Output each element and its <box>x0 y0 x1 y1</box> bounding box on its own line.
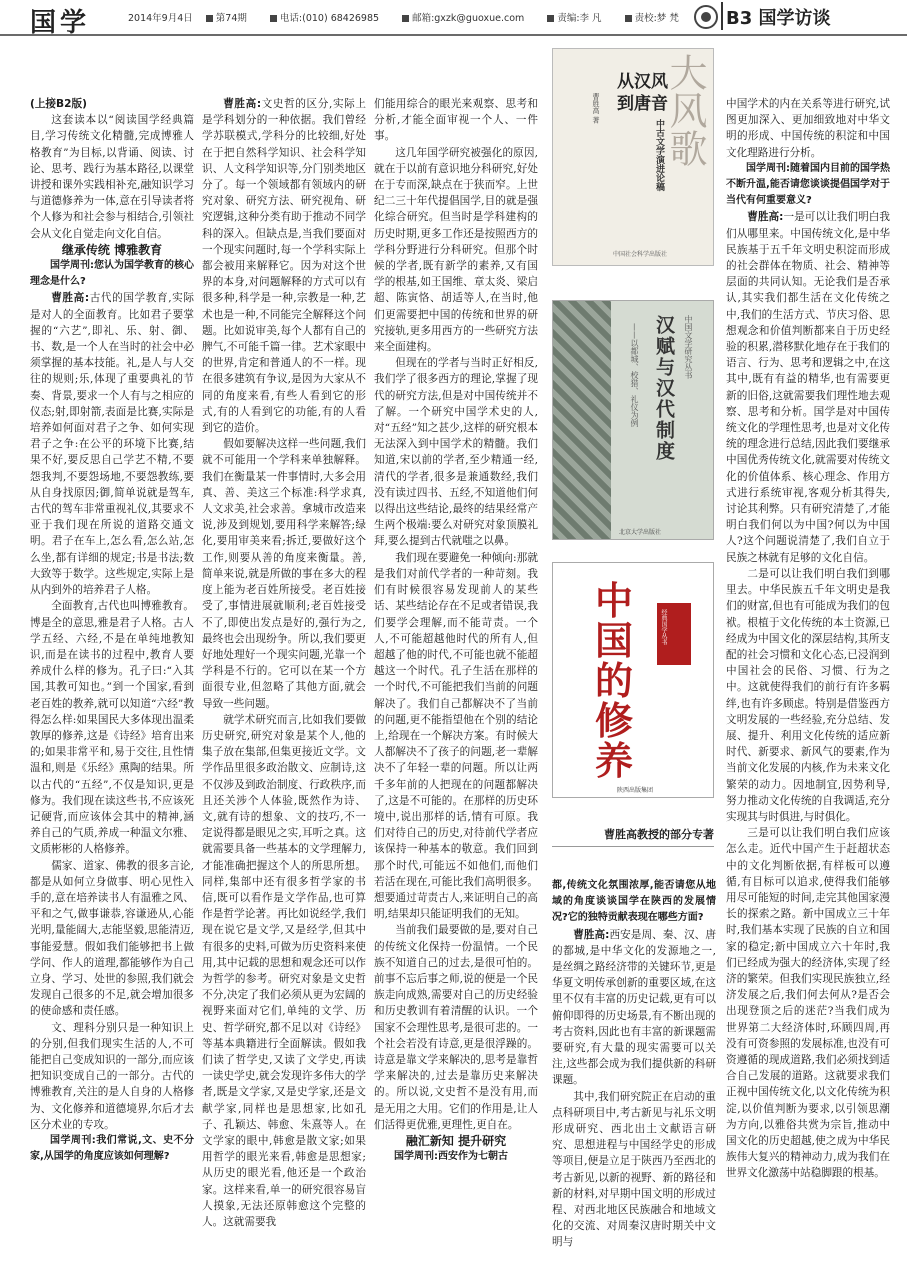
book-title: 中国的修养 <box>595 579 634 783</box>
speaker-name: 曹胜高: <box>51 292 90 305</box>
book-publisher: 北京大学出版社 <box>619 529 662 536</box>
masthead-info <box>128 10 699 24</box>
question-continued: 都,传统文化氛围浓厚,能否请您从地域的角度谈谈国学在陕西的发展情况?它的独特贡献表现在哪些方面? <box>552 880 716 924</box>
pattern-decoration <box>553 301 611 540</box>
paragraph: 中国学术的内在关系等进行研究,试图更加深入、更加细致地对中华文明的形成、中国传统的积淀和中国文化理路进行分析。 <box>726 98 890 159</box>
paragraph: 全面教育,古代也叫博雅教育。博是全的意思,雅是君子人格。古人学五经、六经,不是在单纯地教知识,而是在读书的过程中,教育人要养成什么样的修为。孔子曰:“入其国,其教可知也。”到一个国家,看到老百姓的教养,就可以知道“六经”教得怎么样:如果国民大多体现出温柔敦厚的修养,这是《诗经》培育出来的;如果非常平和,易于交往,且性情温和,则是《乐经》熏陶的结果。所以古代的“五经”,不仅是知识,更是修为。我们现在读这些书,不应该死记硬背,而应该体会其中的精神,涵养自己的气质,养成一种温文尔雅、文质彬彬的人格修养。 <box>30 600 194 856</box>
email: 邮箱:gxzk@guoxue.com <box>402 13 534 24</box>
speaker-name: 曹胜高: <box>573 928 610 941</box>
question: 国学周刊:我们常说,文、史不分家,从国学的角度应该如何理解? <box>30 1135 194 1163</box>
newspaper-logo: 国学 <box>30 8 91 38</box>
paragraph: 我们现在要避免一种倾向:那就是我们对前代学者的一种苛刻。我们有时候很容易发现前人的某些话、某些结论存在不足或者错误,我们要学会理解,而不能苛责。一个人,不可能超越他时代的所有人,但超越了他的时代,不可能也就不能超越这一个时代。孔子生活在那样的一个时代,不可能把我们当前的问题解决了。我们自己都解决不了当前的问题,更不能指望他在个别的结论上,给现在一个解决方案。有时候大人都解决不了孩子的问题,老一辈解决不了年轻一辈的问题。所以让两千多年前的人把现在的问题都解决了,这是不可能的。在那样的历史环境中,说出那样的话,情有可原。我们对待自己的历史,对待前代学者应该保持一种基本的敬意。我们回到那个时代,可能远不如他们,而他们若活在现在,可能比我们高明很多。想要通过苛责古人,来证明自己的高明,结果却只能证明我们的无知。 <box>374 551 538 921</box>
issue-number: 第74期 <box>206 13 257 24</box>
square-bullet-icon <box>206 15 213 22</box>
answer: 曹胜高:西安是周、秦、汉、唐的都城,是中华文化的发源地之一,是丝绸之路经济带的关键环节,更是华夏文明传承创新的重要区域,在这里不仅有丰富的历史记载,更有可以俯仰即得的历史场景,有不断出现的考古资料,因此也有丰富的新课题需要研究,有大量的现实需要可以关注,这些都会成为我们提供新的科研课题。 <box>552 928 716 1087</box>
speaker-name: 曹胜高: <box>223 98 262 110</box>
article-column-5 <box>726 96 890 1274</box>
paragraph: 二是可以让我们明白我们到哪里去。中华民族五千年文明史是我们的财富,但也有可能成为我们的包袱。根植于文化传统的本土资源,已经成为中国文化的深层结构,其所支配的社会习惯和文化心态,已浸润到中国社会的民俗、习惯、行为之中。这就使得我们的前行有许多羁绊,也有许多顾虑。特别是借鉴西方文明发展的一些经验,充分总结、发展、提升、利用文化传统的适应新时代、新要求、新风气的要素,作为当前文化发展的内核,作为未来文化繁荣的动力。因地制宜,因势利导,努力推动文化传统的自我调适,充分实现其与时俱进,与时俱化。 <box>726 567 890 823</box>
paragraph: 儒家、道家、佛教的很多言论,都是从如何立身做事、明心见性入手的,意在培养读书人有温雅之风、平和之气,做事谦恭,容谦逊从,心能光明,量能阔大,志能坚毅,思能清迈,事能爱慧。假如我们能够把书上做学问、作人的道理,都能够作为自己立身、学习、处世的参照,我们就会发现自己很多的不足,就会增加很多的使命感和责任感。 <box>30 859 194 1018</box>
paragraph: 文、理科分别只是一种知识上的分别,但我们现实生活的人,不可能把自己变成知识的一部分,而应该把知识变成自己的一部分。古代的博雅教育,关注的是人自身的人格修为、文化修养和道德境界,尔后才去区分术业的专攻。 <box>30 1021 194 1131</box>
seal-icon <box>694 5 718 29</box>
proofreader: 责校:梦 梵 <box>625 13 689 24</box>
speaker-name: 曹胜高: <box>747 211 784 224</box>
book-author: 曹胜高 著 <box>592 93 600 124</box>
caption-rule <box>552 846 714 847</box>
paragraph: 当前我们最要做的是,要对自己的传统文化保持一份温情。一个民族不知道自己的过去,是很可怕的。前事不忘后事之师,说的便是一个民族走向成熟,需要对自己的历史经验和历史教训有着清醒的认识。一个国家不会理性思考,是很可悲的。一个社会若没有诗意,更是很浮躁的。诗意是靠文学来解决的,思考是靠哲学来解决的,过去是靠历史来解决的。所以说,文史哲不是没有用,而是无用之大用。它们的作用是,让人们活得更优雅,更理性,更自在。 <box>374 924 538 1131</box>
book-cover-3 <box>552 562 714 798</box>
answer: 曹胜高:文史哲的区分,实际上是学科划分的一种依据。我们曾经学苏联模式,学科分的比较细,好处在于把自然科学知识、社会科学知识、人文科学知识等,分门别类地区分了。每一个领域都有领域内的研究对象、研究方法、研究视角、研究逻辑,这种分类有助于推动不同学科的深入。但缺点是,当我们要面对一个现实问题时,每一个学科实际上都会被用来解释它。因为对这个世界的本身,对问题解释的方式可以有很多种,科学是一种,宗教是一种,艺术也是一种,不同能完全解释这个问题。比如说审美,每个人都有自己的脾气,不可能千篇一律。艺术家眼中的世界,肯定和普通人的不一样。现在很多建筑有争议,是因为大家从不同的角度来看,有些人看到它的形式,有的人看到它的功能,有的人看到它的造价。 <box>202 98 366 435</box>
phone: 电话:(010) 68426985 <box>270 13 389 24</box>
square-bullet-icon <box>625 15 632 22</box>
book-publisher: 陕西出版集团 <box>617 787 654 794</box>
article-column-1 <box>30 96 194 1274</box>
article-column-2 <box>202 96 366 1274</box>
square-bullet-icon <box>547 15 554 22</box>
paragraph: 就学术研究而言,比如我们要做历史研究,研究对象是某个人,他的集子放在集部,但集更接近文学。文学作品里很多政治散文、应制诗,这不仅涉及到政治制度、行政秩序,而且还关涉个人体验,既然作为诗、文,就有诗的想象、文的技巧,不一定说得都是眼见之实,耳听之真。这就需要具备一些基本的文学理解力,才能准确把握这个人的所思所想。同样,集部中还有很多哲学家的书信,既可以看作是文学作品,也可算作是哲学论著。再比如说经学,我们现在说它是文学,又是经学,但其中有很多的史料,可做为历史资料来使用,其中记载的思想和观念还可以作为哲学的参考。研究对象是文史哲不分,决定了我们必须从更为宏阔的视野来面对它们,单纯的文学、历史、哲学研究,都不足以对《诗经》等基本典籍进行全面解读。假如我们读了哲学史,又读了文学史,再读一读史学史,就会发现许多伟大的学者,既是文学家,又是史学家,还是文献学家,同样也是思想家,比如孔子、孔颖达、韩愈、朱熹等人。在文学家的眼中,韩愈是散文家;如果用哲学的眼光来看,韩愈是思想家;从历史的眼光看,他还是一个政治家。这样来看,单一的研究很容易盲人摸象,无法还原韩愈这个完整的人。这就需要我 <box>202 713 366 1229</box>
question: 国学周刊:西安作为七朝古 <box>394 1151 508 1163</box>
book-subtitle: 中古文学演进论稿 <box>654 119 664 191</box>
square-bullet-icon <box>402 15 409 22</box>
article-column-3 <box>374 96 538 1274</box>
article-column-4 <box>552 878 716 1274</box>
question: 国学周刊:随着国内目前的国学热不断升温,能否请您谈谈提倡国学对于当代有何重要意义? <box>726 162 890 207</box>
book-series: 中国文学研究丛书 <box>684 315 693 379</box>
subheading: 继承传统 博雅教育 <box>61 242 163 257</box>
answer: 曹胜高:一是可以让我们明白我们从哪里来。中国传统文化,是中华民族基于五千年文明史积淀而形成的社会群体在物质、社会、精神等层面的共同认知。无论我们是否承认,其实我们都生活在文化传统之中,我们的生活方式、节庆习俗、思想观念和价值判断都来自于历史经验的积累,潜移默化地存在于我们的语言、行为、思考和逻辑之中,在这其中,既有有益的精华,也有需要更新的旧俗,这就需要我们理性地去观察、思考和分析。国学是对中国传统文化的学理性思考,也是对文化传统的理念进行总结,因此我们要继承中国优秀传统文化,就需要对传统文化的价值体系、核心理念、作用方式进行系统审视,客观分析其得失,讨论其利弊。只有研究清楚了,才能明白我们何以为中国?何以为中国人?这个问题说清楚了,我们自立于民族之林就有足够的文化自信。 <box>726 211 890 564</box>
section-title: B3 国学访谈 <box>726 4 831 30</box>
book-publisher: 中国社会科学出版社 <box>613 251 668 258</box>
editor: 责编:李 凡 <box>547 13 611 24</box>
masthead <box>0 0 907 36</box>
book-subtitle: ——以都城、校猎、礼仪为例 <box>630 323 639 427</box>
book-title: 汉赋与汉代制度 <box>653 315 675 462</box>
issue-date: 2014年9月4日 <box>128 13 193 24</box>
paragraph: 假如要解决这样一些问题,我们就不可能用一个学科来单独解释。我们在衡量某一件事情时,大多会用真、善、美这三个标准:科学求真,人文求美,社会求善。拿城市改造来说,涉及到规划,要用科学来解答;绿化,要用审美来看;拆迁,要做好这个工作,则要从善的角度来衡量。善,简单来说,就是所做的事在多大的程度上能为老百姓所接受。老百姓接受了,事情进展就顺利;老百姓接受不了,即使出发点是好的,强行为之,最终也会出现纷争。所以,我们要更好地处理好一个现实问题,光靠一个学科是不行的。它可以在某一个方面很专业,但忽略了其他方面,就会导致一些问题。 <box>202 438 366 710</box>
image-caption: 曹胜高教授的部分专著 <box>604 828 714 841</box>
square-bullet-icon <box>270 15 277 22</box>
paragraph: 这几年国学研究被强化的原因,就在于以前有意识地分科研究,好处在于专而深,缺点在于狭而窄。上世纪二三十年代提倡国学,目的就是强化综合研究。但当时是学科建构的历史时期,更多工作还是按照西方的学科分野进行分科研究。但那个时候的学者,既有新学的素养,又有国学的根基,如王国维、章太炎、梁启超、陈寅恪、胡适等人,在当时,他们更需要把中国的传统和世界的研究接轨,更多用西方的一些研究方法来全面建构。 <box>374 146 538 354</box>
paragraph: 们能用综合的眼光来观察、思考和分析,才能全面审视一个人、一件事。 <box>374 98 538 143</box>
book-series: 经典国学丛书 <box>660 609 667 645</box>
book-cover-2 <box>552 300 714 540</box>
book-title: 从汉风到唐音 <box>617 72 668 114</box>
answer: 曹胜高:古代的国学教育,实际是对人的全面教育。比如君子要掌握的“六艺”,即礼、乐、射、御、书、数,是一个人在当时的社会中必须掌握的基本技能。礼,是人与人交往的规则;乐,体现了重要典礼的节奏、背景,要求一个人有与之相应的仪态;射,即射箭,表面是比赛,实际是培养如何面对君子之争、如何实现君子之争:在公平的环境下比赛,结果不好,要反思自己学艺不精,不要怨我判,不要怨场地,不要怨教练,要从自身找原因;御,简单说就是驾车,古代的驾车非常重视礼仪,其要求不亚于我们现在所说的道路交通文明。君子在车上,怎么看,怎么站,怎么坐,都有详细的规定;书是书法;数大致等于数学。这些规定,实际上是从内到外的培养君子人格。 <box>30 292 194 597</box>
continued-from-label: (上接B2版) <box>30 98 87 110</box>
paragraph: 三是可以让我们明白我们应该怎么走。近代中国产生于赶超状态中的文化判断依据,有样板可以遵循,有目标可以追求,使得我们能够用尽可能短的时间,走完其他国家漫长的探索之路。新中国成立三十年时,我们基本实现了民族的自立和国家的稳定;新中国成立六十年时,我们已经成为强大的经济体,实现了经济的繁荣。但我们实现民族独立,经济发展之后,我们何去何从?是否会出现登顶之后的迷茫?当我们成为世界第二大经济体时,环顾四周,再没有可资参照的发展标准,也没有可资遵循的现成道路,我们必须找到适合自己发展的道路。这就要求我们正视中国传统文化,以文化传统为积淀,以价值判断为要求,以引领思潮为方向,以雅俗共赏为宗旨,推动中国文化的历史超越,使之成为中华民族伟大复兴的精神动力,成为我们在世界文化激荡中站稳脚跟的根基。 <box>726 827 890 1180</box>
question: 国学周刊:您认为国学教育的核心理念是什么? <box>30 260 194 288</box>
paragraph: 其中,我们研究院正在启动的重点科研项目中,考古新见与礼乐文明形成研究、西北出土文献语言研究、思想进程与中国经学史的形成等项目,便是立足于陕西乃至西北的考古新见,以新的视野、新的路径和新的材料,对早期中国文明的形成过程、对西北地区民族融合和地域文化的交流、对周秦汉唐时期关中文明与 <box>552 1090 716 1249</box>
calligraphy-background: 大风歌 <box>663 53 707 167</box>
subheading: 融汇新知 提升研究 <box>405 1134 507 1148</box>
paragraph: 但现在的学者与当时正好相反,我们学了很多西方的理论,掌握了现代的研究方法,但是对中国传统并不了解。一个研究中国学术史的人,对“五经”知之甚少,这样的研究根本无法深入到中国学术的精髓。我们知道,宋以前的学者,至少精通一经,清代的学者,很多是兼通数经,我们没有读过四书、五经,不知道他们何以得出这些结论,最终的结果经常产生两个极端:要么对研究对象顶膜礼拜,要么提到古代就嗤之以鼻。 <box>374 357 538 548</box>
paragraph: 这套读本以“阅读国学经典篇目,学习传统文化精髓,完成博雅人格教育”为目标,以背诵、阅读、讨论、思考、践行为基本路径,以课堂讲授和课外实践相补充,融知识学习与道德修养为一体,意在引导读者将个人修为和社会参与相结合,引领社会从文化自觉走向文化自信。 <box>30 114 194 240</box>
book-cover-1 <box>552 48 714 266</box>
